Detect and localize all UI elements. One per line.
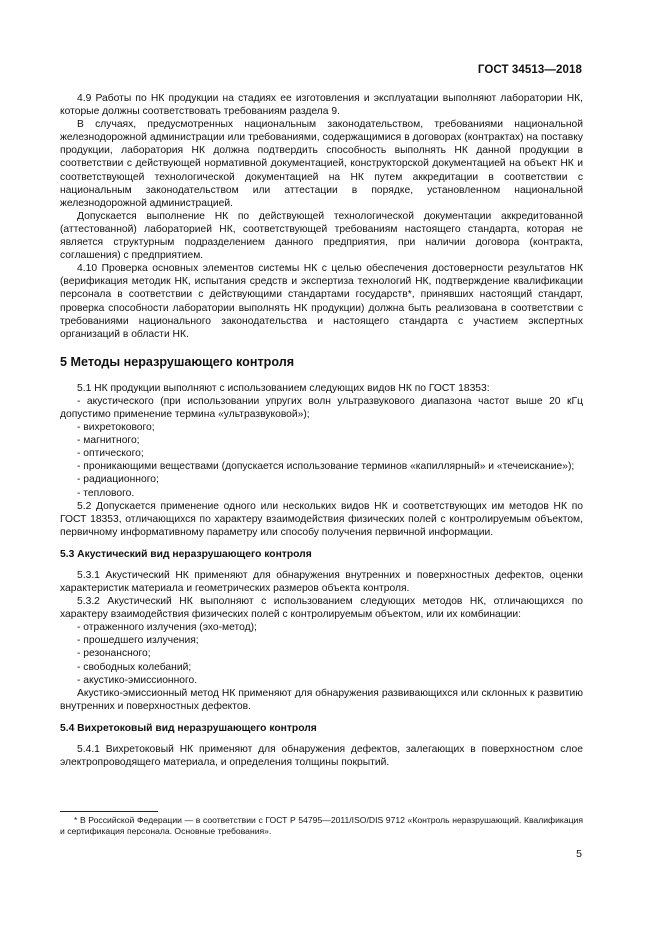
list-item: - резонансного; — [77, 648, 151, 660]
section-5-4-heading: 5.4 Вихретоковый вид неразрушающего контроля — [60, 722, 317, 734]
paragraph-4-9: 4.9 Работы по НК продукции на стадиях ее изготовления и эксплуатации выполняют лаборатории НК, которые должны соответствовать требованиям раздела 9. — [60, 93, 583, 118]
section-5-3-heading: 5.3 Акустический вид неразрушающего контроля — [60, 548, 312, 560]
page-number: 5 — [576, 848, 582, 860]
paragraph-4-9-external-lab: Допускается выполнение НК по действующей технологической документации аккредитованной (аттестованной) лабораторией НК, соответствующей требованиям настоящего стандарта, которая не является структурным подразделением данного предприятия, при наличии договора (контракта, соглашения) с предприятием. — [60, 210, 583, 262]
paragraph-4-9-accreditation: В случаях, предусмотренных национальным законодательством, требованиями национальной железнодорожной администрации или требованиями, содержащимися в договорах (контрактах) на поставку продукции, лаборатория НК должна подтвердить способность выполнять НК данной продукции в соответствии с действующей нормативной документацией, конструкторской документацией на объект НК и соответствующей технологической документацией на НК путем аккредитации в соответствии с национальным законодательством или аттестации в порядке, установленном национальной железнодорожной администрацией. — [60, 119, 583, 209]
paragraph-acoustic-emission: Акустико-эмиссионный метод НК применяют для обнаружения развивающихся или склонных к развитию внутренних и поверхностных дефектов. — [60, 687, 583, 712]
footnote-divider — [60, 811, 158, 812]
list-item: - отраженного излучения (эхо-метод); — [77, 622, 257, 634]
document-id: ГОСТ 34513—2018 — [477, 64, 582, 76]
list-item: - оптического; — [77, 448, 144, 460]
paragraph-5-2: 5.2 Допускается применение одного или нескольких видов НК и соответствующих им методов НК по ГОСТ 18353, отличающихся по характеру взаимодействия физических полей с контролируемым объектом, первичному информативному параметру или способу получения первичной информации. — [60, 500, 583, 538]
paragraph-5-4-1: 5.4.1 Вихретоковый НК применяют для обнаружения дефектов, залегающих в поверхностном слое электропроводящего материала, и определения толщины покрытий. — [60, 743, 583, 769]
footnote: * В Российской Федерации — в соответствии с ГОСТ Р 54795—2011/ISO/DIS 9712 «Контроль неразрушающий. Квалификация и сертификация персонала. Основные требования». — [60, 815, 583, 837]
paragraph-4-10: 4.10 Проверка основных элементов системы НК с целью обеспечения достоверности результатов НК (верификация методик НК, испытания средств и экспертиза технологий НК, подтверждение квалификации персонала в соответствии с действующими стандартами государств*, принявших настоящий стандарт, проверка способности лаборатории выполнять НК продукции) должна быть реализована в соответствии с требованиями национального законодательства и настоящего стандарта с участием экспертных организаций в области НК. — [60, 263, 583, 340]
page-content — [60, 92, 583, 769]
list-item: - магнитного; — [77, 435, 140, 447]
list-item: - свободных колебаний; — [77, 661, 192, 673]
list-item: - радиационного; — [77, 474, 159, 486]
list-item: - теплового. — [77, 487, 135, 499]
list-item: - прошедшего излучения; — [77, 635, 199, 647]
list-item: - проникающими веществами (допускается использование терминов «капиллярный» и «течеискание»); — [77, 461, 575, 473]
paragraph-5-1: 5.1 НК продукции выполняют с использованием следующих видов НК по ГОСТ 18353: — [77, 382, 490, 394]
section-5-heading: 5 Методы неразрушающего контроля — [60, 354, 295, 369]
paragraph-5-3-2: 5.3.2 Акустический НК выполняют с использованием следующих методов НК, отличающихся по характеру взаимодействия физических полей с контролируемым объектом, или их комбинации: — [60, 596, 583, 621]
list-item: - акустического (при использовании упругих волн ультразвукового диапазона частот выше 20 кГц допустимо применение термина «ультразвуковой»); — [60, 395, 583, 420]
paragraph-5-3-1: 5.3.1 Акустический НК применяют для обнаружения внутренних и поверхностных дефектов, оценки характеристик материала и геометрических размеров объекта контроля. — [60, 569, 583, 594]
list-item: - вихретокового; — [77, 422, 155, 434]
list-item: - акустико-эмиссионного. — [77, 674, 198, 686]
